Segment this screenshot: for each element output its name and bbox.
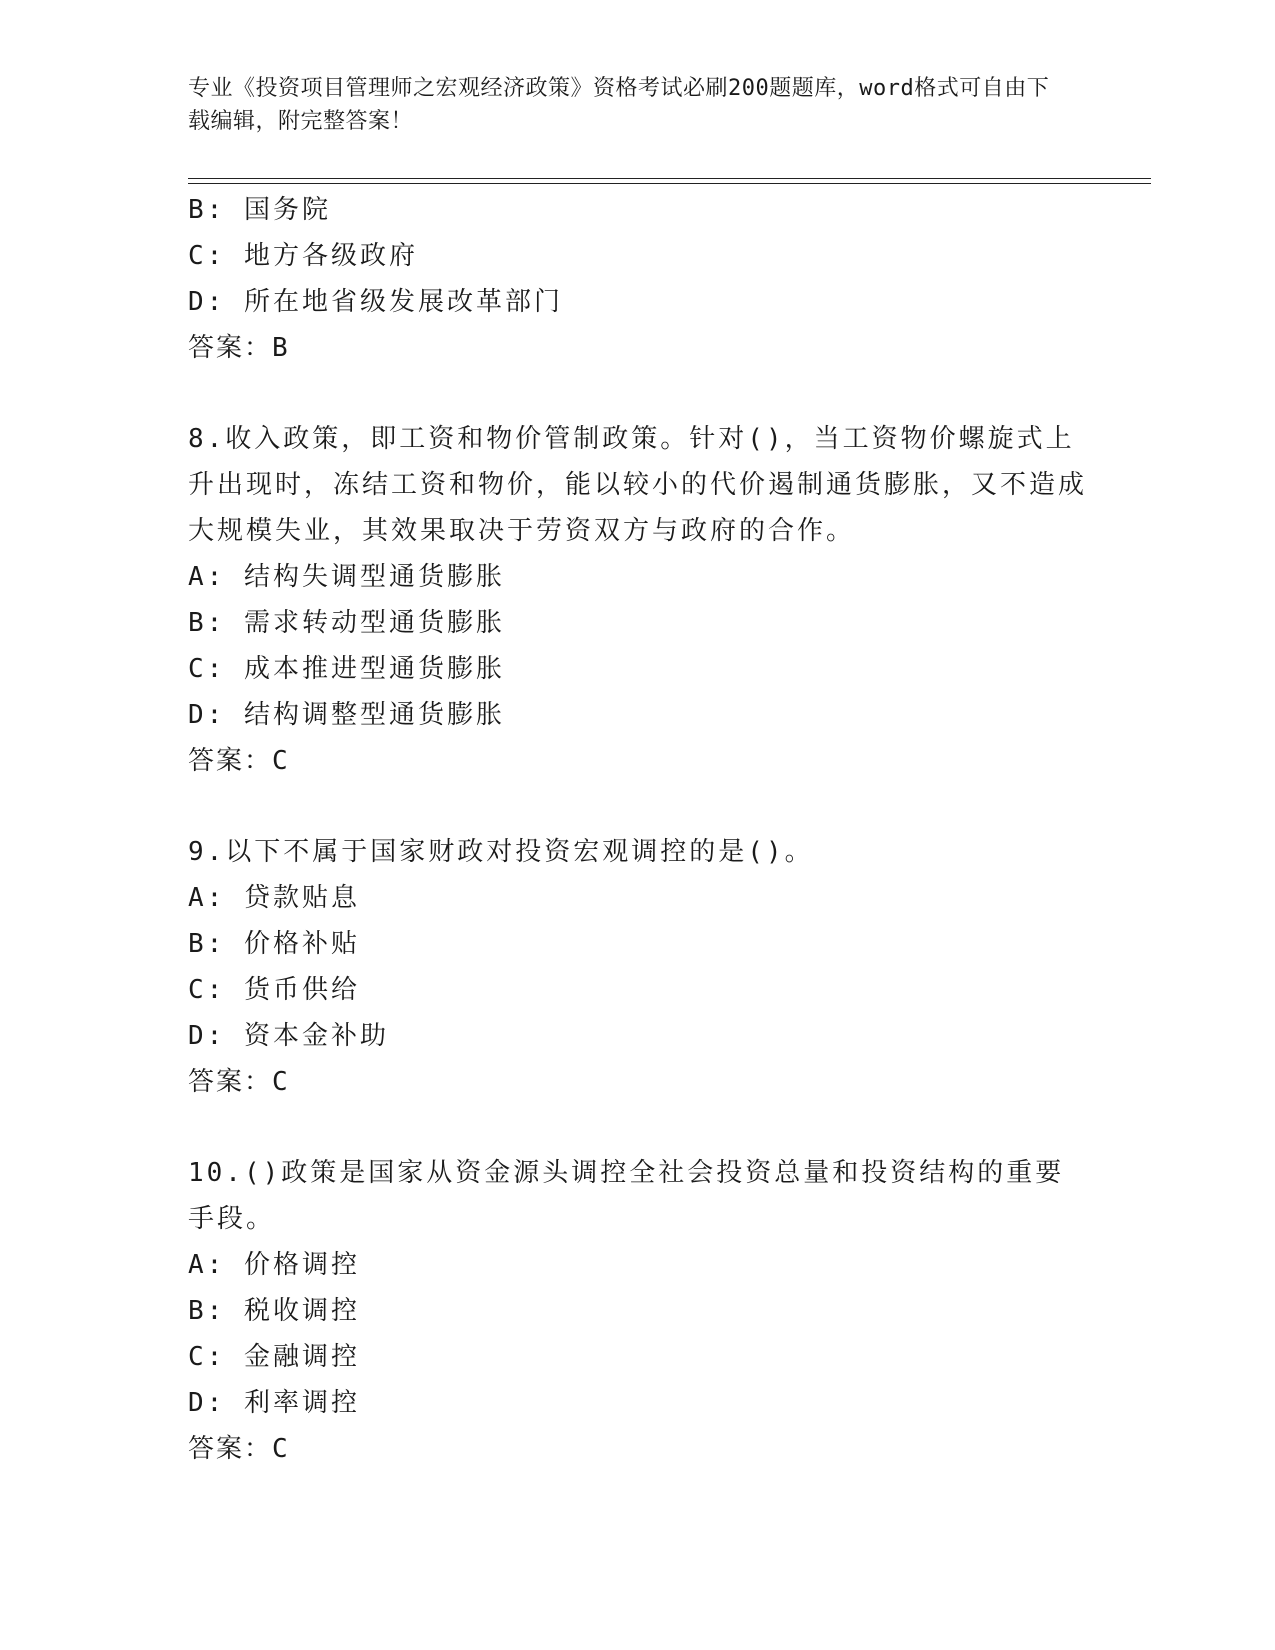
question-block-8 xyxy=(188,416,1088,784)
option-c: C: 成本推进型通货膨胀 xyxy=(188,654,505,684)
question-block-10 xyxy=(188,1150,1088,1472)
answer-line: 答案：C xyxy=(188,1067,290,1097)
option-b: B: 国务院 xyxy=(188,195,331,225)
question-stem: 8.收入政策，即工资和物价管制政策。针对()，当工资物价螺旋式上升出现时，冻结工资和物价，能以较小的代价遏制通货膨胀，又不造成大规模失业，其效果取决于劳资双方与政府的合作。 xyxy=(188,424,1088,546)
option-c: C: 地方各级政府 xyxy=(188,241,418,271)
spacer xyxy=(188,371,1088,416)
answer-line: 答案：C xyxy=(188,1434,290,1464)
option-d: D: 资本金补助 xyxy=(188,1021,389,1051)
answer-line: 答案：B xyxy=(188,333,290,363)
option-a: A: 价格调控 xyxy=(188,1250,360,1280)
header-rule-bottom xyxy=(188,183,1151,184)
question-block-9 xyxy=(188,829,1088,1105)
option-d: D: 所在地省级发展改革部门 xyxy=(188,287,563,317)
header-rule-top xyxy=(188,178,1151,179)
option-a: A: 结构失调型通货膨胀 xyxy=(188,562,505,592)
document-header: 专业《投资项目管理师之宏观经济政策》资格考试必刷200题题库，word格式可自由下载编辑，附完整答案！ xyxy=(188,76,1050,134)
spacer xyxy=(188,1105,1088,1150)
question-stem: 10.()政策是国家从资金源头调控全社会投资总量和投资结构的重要手段。 xyxy=(188,1158,1065,1234)
option-b: B: 税收调控 xyxy=(188,1296,360,1326)
option-c: C: 货币供给 xyxy=(188,975,360,1005)
option-d: D: 结构调整型通货膨胀 xyxy=(188,700,505,730)
question-stem: 9.以下不属于国家财政对投资宏观调控的是()。 xyxy=(188,837,814,867)
option-c: C: 金融调控 xyxy=(188,1342,360,1372)
option-d: D: 利率调控 xyxy=(188,1388,360,1418)
answer-line: 答案：C xyxy=(188,746,290,776)
option-a: A: 贷款贴息 xyxy=(188,883,360,913)
option-b: B: 价格补贴 xyxy=(188,929,360,959)
question-block-partial xyxy=(188,187,1088,371)
question-list xyxy=(188,187,1088,1472)
spacer xyxy=(188,784,1088,829)
option-b: B: 需求转动型通货膨胀 xyxy=(188,608,505,638)
